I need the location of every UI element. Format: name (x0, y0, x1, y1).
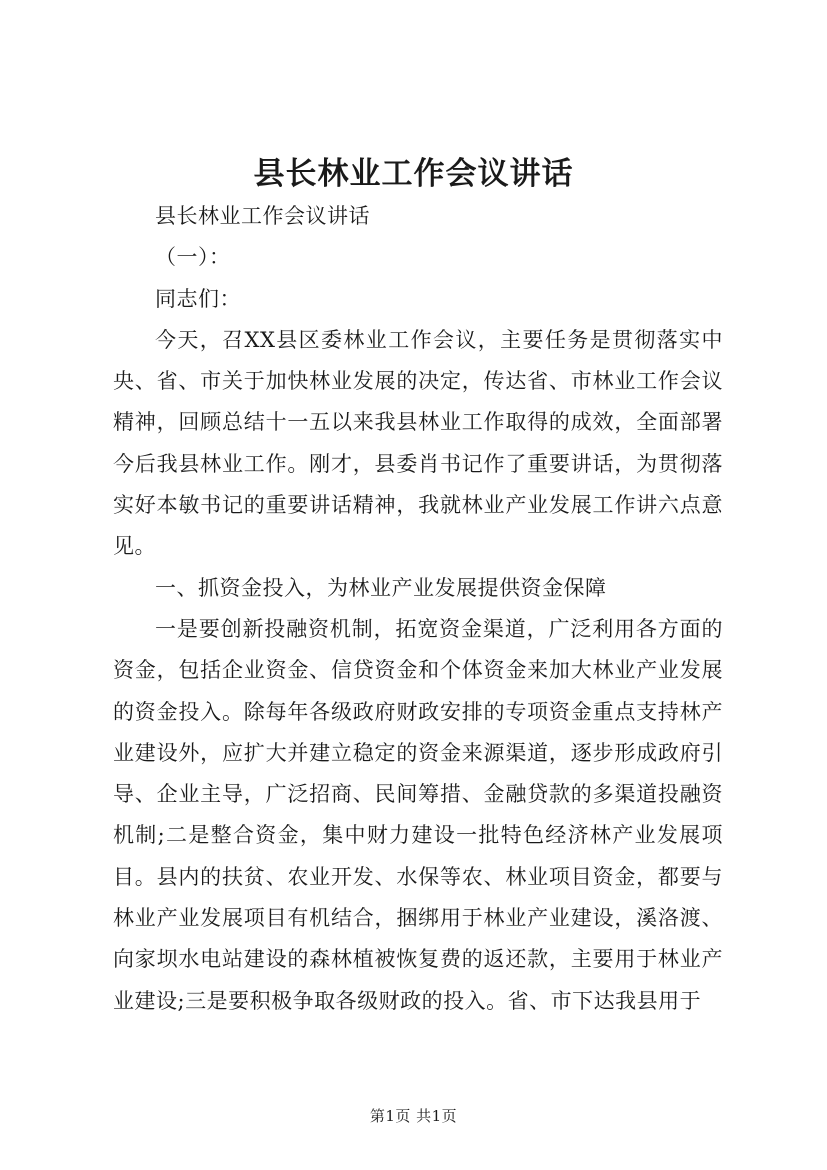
paragraph-section-number: （一）： (155, 245, 231, 270)
document-title: 县长林业工作会议讲话 (253, 156, 574, 192)
paragraph-opening: 今天，召XX县区委林业工作会议，主要任务是贯彻落实中央、省、市关于加快林业发展的决定，传达省、市林业工作会议精神，回顾总结十一五以来我县林业工作取得的成效，全面部署今后我县林业工作。刚才，县委肖书记作了重要讲话，为贯彻落实好本敏书记的重要讲话精神，我就林业产业发展工作讲六点意见。 (113, 327, 723, 559)
page-footer: 第1页 共1页 (369, 1107, 458, 1125)
paragraph-subtitle: 县长林业工作会议讲话 (155, 204, 370, 228)
paragraph-salutation: 同志们： (155, 286, 241, 311)
document-body (113, 196, 723, 1022)
paragraph-funding: 一是要创新投融资机制，拓宽资金渠道，广泛利用各方面的资金，包括企业资金、信贷资金和个体资金来加大林业产业发展的资金投入。除每年各级政府财政安排的专项资金重点支持林产业建设外，应扩大并建立稳定的资金来源渠道，逐步形成政府引导、企业主导，广泛招商、民间筹措、金融贷款的多渠道投融资机制;二是整合资金，集中财力建设一批特色经济林产业发展项目。县内的扶贫、农业开发、水保等农、林业项目资金，都要与林业产业发展项目有机结合，捆绑用于林业产业建设，溪洛渡、向家坝水电站建设的森林植被恢复费的返还款，主要用于林业产业建设;三是要积极争取各级财政的投入。省、市下达我县用于 (113, 616, 723, 1013)
paragraph-heading-one: 一、抓资金投入，为林业产业发展提供资金保障 (155, 575, 607, 600)
